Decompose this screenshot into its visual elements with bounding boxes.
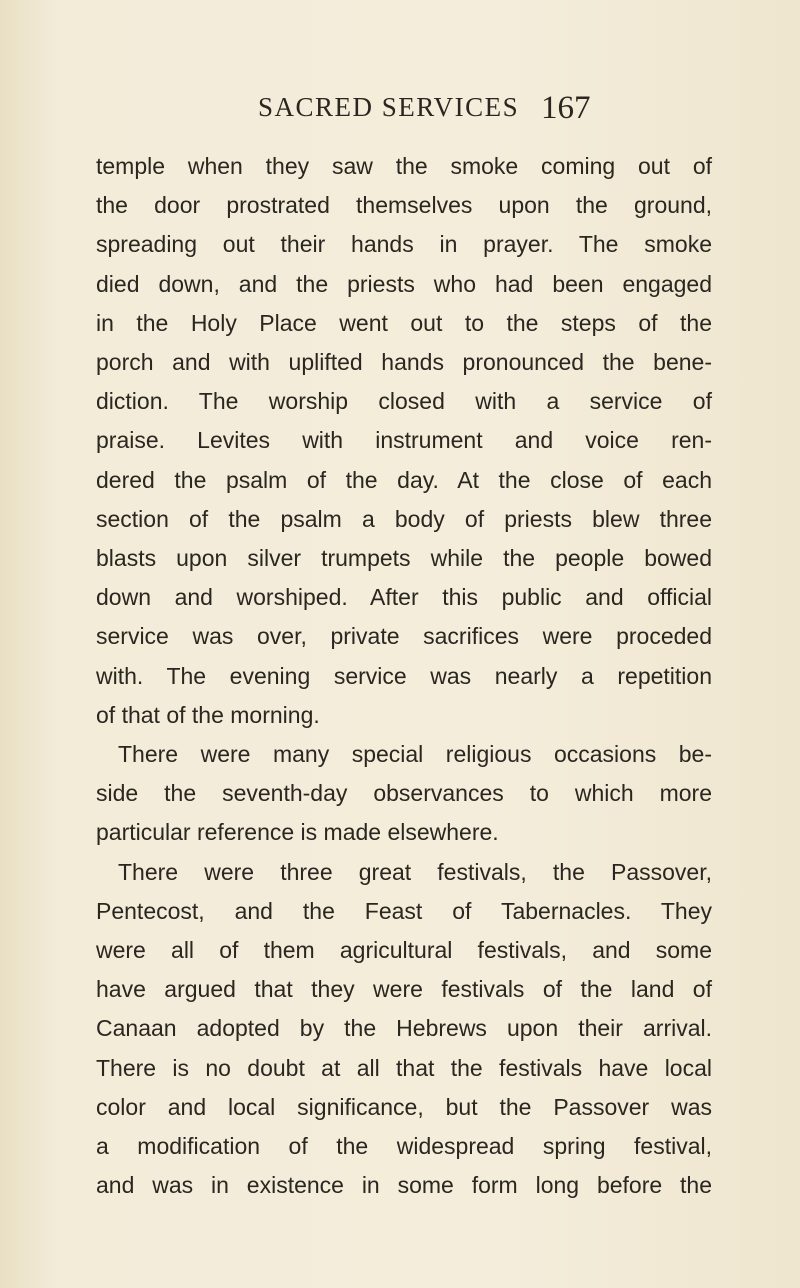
text-line: and was in existence in some form long before the [96, 1172, 712, 1199]
text-line: diction. The worship closed with a service of [96, 388, 712, 415]
running-head [0, 92, 800, 132]
paragraph-2 [96, 735, 712, 853]
body-text [96, 147, 712, 1205]
text-line: praise. Levites with instrument and voice ren- [96, 427, 712, 454]
text-line: with. The evening service was nearly a repetition [96, 662, 712, 689]
text-line: porch and with uplifted hands pronounced the bene- [96, 349, 712, 376]
paragraph-3 [96, 853, 712, 1206]
text-line: dered the psalm of the day. At the close of each [96, 466, 712, 493]
text-line: particular reference is made elsewhere. [96, 819, 499, 846]
text-line: There were many special religious occasions be- [118, 741, 712, 768]
text-line: a modification of the widespread spring festival, [96, 1133, 712, 1160]
text-line: have argued that they were festivals of the land of [96, 976, 712, 1003]
text-line: side the seventh-day observances to which more [96, 780, 712, 807]
running-head-title: SACRED SERVICES [258, 92, 520, 122]
text-line: were all of them agricultural festivals, and some [96, 937, 712, 964]
text-line: Pentecost, and the Feast of Tabernacles. They [96, 897, 712, 924]
text-line: Canaan adopted by the Hebrews upon their arrival. [96, 1015, 712, 1042]
text-line: color and local significance, but the Passover was [96, 1093, 712, 1120]
page-number: 167 [541, 90, 591, 126]
text-line: section of the psalm a body of priests blew three [96, 505, 712, 532]
text-line: blasts upon silver trumpets while the people bowed [96, 545, 712, 572]
text-line: There were three great festivals, the Passover, [118, 858, 712, 885]
text-line: died down, and the priests who had been engaged [96, 270, 712, 297]
text-line: in the Holy Place went out to the steps of the [96, 309, 712, 336]
text-line: down and worshiped. After this public and official [96, 584, 712, 611]
text-line: temple when they saw the smoke coming out of [96, 153, 712, 179]
text-line: spreading out their hands in prayer. The smoke [96, 231, 712, 258]
text-line: of that of the morning. [96, 701, 320, 728]
text-line: service was over, private sacrifices were proceded [96, 623, 712, 650]
text-line: the door prostrated themselves upon the ground, [96, 192, 712, 219]
text-line: There is no doubt at all that the festivals have local [96, 1054, 712, 1081]
paragraph-1 [96, 147, 712, 735]
